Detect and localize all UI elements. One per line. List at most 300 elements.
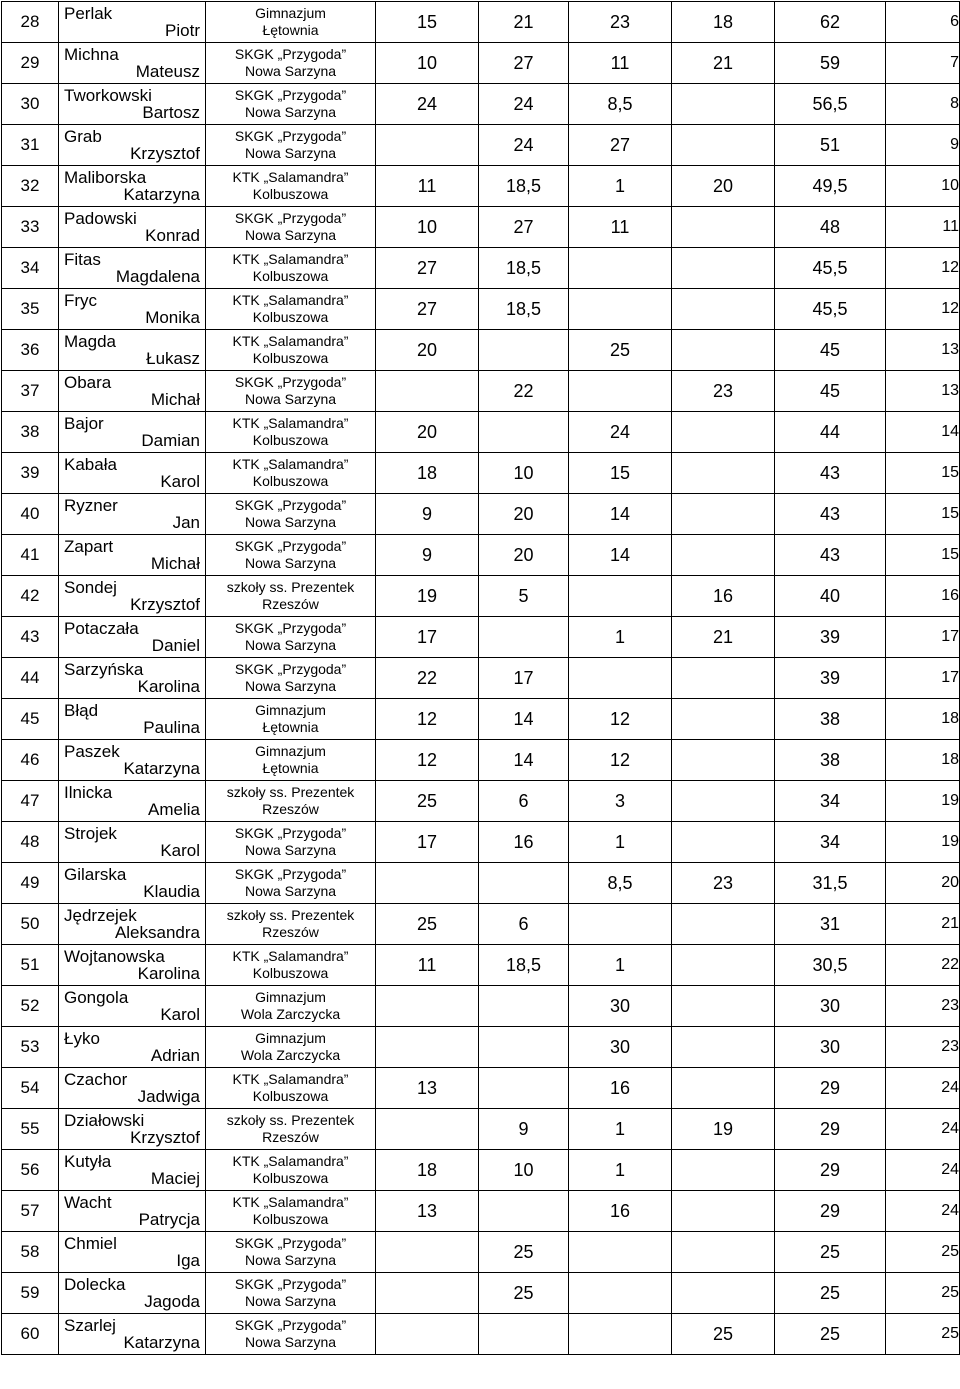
position-cell: 36 <box>2 330 59 371</box>
stage-2-score: 6 <box>479 904 569 945</box>
club-cell <box>206 617 376 658</box>
club-name: Gimnazjum <box>255 702 326 718</box>
surname: Wojtanowska <box>64 947 165 966</box>
table-row <box>2 453 960 494</box>
surname: Maliborska <box>64 168 147 187</box>
surname: Zapart <box>64 537 114 556</box>
club-name: KTK „Salamandra” <box>232 292 349 308</box>
first-name: Paulina <box>143 718 200 737</box>
table-row <box>2 1314 960 1355</box>
stage-4-score <box>672 330 775 371</box>
stage-4-score <box>672 453 775 494</box>
club-name: szkoły ss. Prezentek <box>226 1112 355 1128</box>
total-score: 49,5 <box>775 166 886 207</box>
name-cell <box>59 412 206 453</box>
first-name: Karolina <box>137 677 200 696</box>
name-cell <box>59 740 206 781</box>
place-cell: 13 <box>886 371 960 412</box>
club-cell <box>206 945 376 986</box>
table-row <box>2 166 960 207</box>
stage-3-score <box>569 904 672 945</box>
stage-2-score <box>479 986 569 1027</box>
club-cell <box>206 1027 376 1068</box>
place-cell: 22 <box>886 945 960 986</box>
results-body <box>2 2 960 1355</box>
stage-2-score: 5 <box>479 576 569 617</box>
surname: Ryzner <box>64 496 118 515</box>
stage-1-score: 18 <box>376 1150 479 1191</box>
stage-4-score <box>672 84 775 125</box>
surname: Bajor <box>64 414 104 433</box>
name-cell <box>59 986 206 1027</box>
position-cell: 47 <box>2 781 59 822</box>
stage-3-score <box>569 248 672 289</box>
stage-1-score: 24 <box>376 84 479 125</box>
club-town: Rzeszów <box>262 801 319 817</box>
club-cell <box>206 1191 376 1232</box>
table-row <box>2 535 960 576</box>
stage-3-score: 1 <box>569 1150 672 1191</box>
surname: Gilarska <box>64 865 127 884</box>
surname: Chmiel <box>64 1234 117 1253</box>
position-cell: 53 <box>2 1027 59 1068</box>
total-score: 30 <box>775 986 886 1027</box>
stage-3-score: 12 <box>569 740 672 781</box>
total-score: 31,5 <box>775 863 886 904</box>
club-town: Kolbuszowa <box>252 1170 329 1186</box>
club-name: Gimnazjum <box>255 989 326 1005</box>
place-cell: 12 <box>886 248 960 289</box>
club-name: szkoły ss. Prezentek <box>226 907 355 923</box>
stage-4-score <box>672 207 775 248</box>
club-cell <box>206 576 376 617</box>
club-town: Kolbuszowa <box>252 186 329 202</box>
total-score: 25 <box>775 1273 886 1314</box>
stage-4-score: 23 <box>672 863 775 904</box>
stage-4-score <box>672 1068 775 1109</box>
club-cell <box>206 2 376 43</box>
stage-1-score <box>376 125 479 166</box>
position-cell: 58 <box>2 1232 59 1273</box>
club-town: Nowa Sarzyna <box>244 1334 337 1350</box>
position-cell: 57 <box>2 1191 59 1232</box>
stage-1-score: 18 <box>376 453 479 494</box>
table-row <box>2 207 960 248</box>
first-name: Karol <box>160 841 200 860</box>
position-cell: 44 <box>2 658 59 699</box>
stage-2-score: 14 <box>479 740 569 781</box>
club-cell <box>206 125 376 166</box>
stage-3-score <box>569 371 672 412</box>
position-cell: 46 <box>2 740 59 781</box>
club-town: Łętownia <box>262 760 319 776</box>
club-town: Kolbuszowa <box>252 350 329 366</box>
stage-1-score: 27 <box>376 289 479 330</box>
stage-2-score: 20 <box>479 494 569 535</box>
stage-3-score: 23 <box>569 2 672 43</box>
total-score: 29 <box>775 1109 886 1150</box>
position-cell: 59 <box>2 1273 59 1314</box>
stage-2-score: 18,5 <box>479 248 569 289</box>
name-cell <box>59 945 206 986</box>
first-name: Iga <box>176 1251 200 1270</box>
name-cell <box>59 904 206 945</box>
name-cell <box>59 781 206 822</box>
surname: Czachor <box>64 1070 128 1089</box>
club-name: KTK „Salamandra” <box>232 948 349 964</box>
table-row <box>2 617 960 658</box>
table-row <box>2 248 960 289</box>
stage-3-score: 25 <box>569 330 672 371</box>
place-cell: 12 <box>886 289 960 330</box>
club-town: Rzeszów <box>262 1129 319 1145</box>
stage-2-score <box>479 1027 569 1068</box>
place-cell: 16 <box>886 576 960 617</box>
total-score: 34 <box>775 822 886 863</box>
name-cell <box>59 2 206 43</box>
stage-4-score <box>672 1273 775 1314</box>
club-town: Nowa Sarzyna <box>244 1252 337 1268</box>
first-name: Katarzyna <box>123 185 200 204</box>
stage-4-score: 20 <box>672 166 775 207</box>
club-name: Gimnazjum <box>255 5 326 21</box>
position-cell: 41 <box>2 535 59 576</box>
name-cell <box>59 494 206 535</box>
stage-3-score <box>569 1314 672 1355</box>
first-name: Amelia <box>148 800 200 819</box>
club-name: KTK „Salamandra” <box>232 1194 349 1210</box>
first-name: Magdalena <box>115 267 200 286</box>
surname: Błąd <box>64 701 99 720</box>
stage-4-score <box>672 535 775 576</box>
stage-3-score: 30 <box>569 1027 672 1068</box>
total-score: 45,5 <box>775 248 886 289</box>
position-cell: 56 <box>2 1150 59 1191</box>
stage-4-score <box>672 658 775 699</box>
first-name: Jadwiga <box>137 1087 200 1106</box>
club-town: Nowa Sarzyna <box>244 514 337 530</box>
stage-1-score <box>376 1273 479 1314</box>
club-town: Nowa Sarzyna <box>244 637 337 653</box>
surname: Fryc <box>64 291 98 310</box>
table-row <box>2 330 960 371</box>
club-name: SKGK „Przygoda” <box>234 538 347 554</box>
place-cell: 19 <box>886 781 960 822</box>
first-name: Bartosz <box>142 103 200 122</box>
surname: Magda <box>64 332 116 351</box>
table-row <box>2 125 960 166</box>
stage-2-score: 25 <box>479 1273 569 1314</box>
total-score: 56,5 <box>775 84 886 125</box>
total-score: 29 <box>775 1191 886 1232</box>
stage-4-score <box>672 1232 775 1273</box>
name-cell <box>59 371 206 412</box>
table-row <box>2 781 960 822</box>
first-name: Karol <box>160 1005 200 1024</box>
stage-1-score: 11 <box>376 166 479 207</box>
surname: Kutyła <box>64 1152 112 1171</box>
table-row <box>2 986 960 1027</box>
first-name: Łukasz <box>146 349 200 368</box>
position-cell: 33 <box>2 207 59 248</box>
position-cell: 30 <box>2 84 59 125</box>
total-score: 39 <box>775 658 886 699</box>
stage-3-score <box>569 1273 672 1314</box>
place-cell: 24 <box>886 1109 960 1150</box>
table-row <box>2 904 960 945</box>
place-cell: 23 <box>886 986 960 1027</box>
first-name: Katarzyna <box>123 1333 200 1352</box>
club-cell <box>206 494 376 535</box>
total-score: 29 <box>775 1150 886 1191</box>
place-cell: 9 <box>886 125 960 166</box>
total-score: 40 <box>775 576 886 617</box>
club-cell <box>206 699 376 740</box>
club-name: KTK „Salamandra” <box>232 1071 349 1087</box>
name-cell <box>59 1150 206 1191</box>
club-name: SKGK „Przygoda” <box>234 87 347 103</box>
stage-2-score: 27 <box>479 207 569 248</box>
stage-1-score: 27 <box>376 248 479 289</box>
place-cell: 14 <box>886 412 960 453</box>
position-cell: 40 <box>2 494 59 535</box>
stage-1-score: 17 <box>376 822 479 863</box>
surname: Kabała <box>64 455 117 474</box>
surname: Perlak <box>64 4 113 23</box>
name-cell <box>59 535 206 576</box>
stage-1-score: 9 <box>376 535 479 576</box>
club-name: SKGK „Przygoda” <box>234 128 347 144</box>
total-score: 43 <box>775 453 886 494</box>
club-town: Rzeszów <box>262 596 319 612</box>
position-cell: 45 <box>2 699 59 740</box>
first-name: Piotr <box>165 21 200 40</box>
club-cell <box>206 822 376 863</box>
club-cell <box>206 863 376 904</box>
place-cell: 7 <box>886 43 960 84</box>
surname: Grab <box>64 127 102 146</box>
first-name: Damian <box>141 431 200 450</box>
stage-3-score: 1 <box>569 617 672 658</box>
place-cell: 18 <box>886 740 960 781</box>
club-town: Nowa Sarzyna <box>244 63 337 79</box>
surname: Fitas <box>64 250 101 269</box>
club-name: SKGK „Przygoda” <box>234 210 347 226</box>
table-row <box>2 289 960 330</box>
total-score: 62 <box>775 2 886 43</box>
results-table <box>1 1 960 1355</box>
stage-1-score <box>376 1232 479 1273</box>
surname: Sarzyńska <box>64 660 144 679</box>
table-row <box>2 945 960 986</box>
club-cell <box>206 166 376 207</box>
stage-1-score <box>376 863 479 904</box>
club-name: KTK „Salamandra” <box>232 333 349 349</box>
club-name: SKGK „Przygoda” <box>234 620 347 636</box>
club-cell <box>206 330 376 371</box>
total-score: 29 <box>775 1068 886 1109</box>
club-town: Nowa Sarzyna <box>244 391 337 407</box>
name-cell <box>59 330 206 371</box>
total-score: 31 <box>775 904 886 945</box>
stage-2-score: 6 <box>479 781 569 822</box>
place-cell: 21 <box>886 904 960 945</box>
club-cell <box>206 1109 376 1150</box>
club-cell <box>206 248 376 289</box>
stage-4-score: 18 <box>672 2 775 43</box>
stage-4-score: 21 <box>672 617 775 658</box>
club-cell <box>206 1150 376 1191</box>
club-town: Nowa Sarzyna <box>244 227 337 243</box>
stage-1-score: 17 <box>376 617 479 658</box>
surname: Działowski <box>64 1111 145 1130</box>
stage-4-score <box>672 740 775 781</box>
name-cell <box>59 84 206 125</box>
stage-3-score: 14 <box>569 494 672 535</box>
club-cell <box>206 740 376 781</box>
stage-2-score: 20 <box>479 535 569 576</box>
table-row <box>2 1027 960 1068</box>
place-cell: 25 <box>886 1314 960 1355</box>
first-name: Konrad <box>145 226 200 245</box>
stage-4-score <box>672 125 775 166</box>
position-cell: 50 <box>2 904 59 945</box>
club-name: SKGK „Przygoda” <box>234 866 347 882</box>
table-row <box>2 43 960 84</box>
name-cell <box>59 576 206 617</box>
surname: Obara <box>64 373 112 392</box>
surname: Tworkowski <box>64 86 152 105</box>
table-row <box>2 412 960 453</box>
stage-3-score: 16 <box>569 1068 672 1109</box>
stage-3-score: 8,5 <box>569 84 672 125</box>
position-cell: 54 <box>2 1068 59 1109</box>
position-cell: 48 <box>2 822 59 863</box>
first-name: Aleksandra <box>114 923 200 942</box>
stage-4-score <box>672 822 775 863</box>
club-name: KTK „Salamandra” <box>232 415 349 431</box>
name-cell <box>59 43 206 84</box>
stage-2-score: 10 <box>479 1150 569 1191</box>
stage-4-score <box>672 494 775 535</box>
stage-4-score <box>672 781 775 822</box>
table-row <box>2 822 960 863</box>
club-cell <box>206 1314 376 1355</box>
stage-3-score: 24 <box>569 412 672 453</box>
total-score: 30 <box>775 1027 886 1068</box>
place-cell: 8 <box>886 84 960 125</box>
table-row <box>2 1191 960 1232</box>
first-name: Jagoda <box>144 1292 200 1311</box>
club-town: Kolbuszowa <box>252 473 329 489</box>
total-score: 45 <box>775 330 886 371</box>
table-row <box>2 740 960 781</box>
stage-1-score <box>376 1109 479 1150</box>
club-cell <box>206 84 376 125</box>
club-cell <box>206 371 376 412</box>
stage-3-score: 1 <box>569 945 672 986</box>
place-cell: 10 <box>886 166 960 207</box>
club-town: Wola Zarczycka <box>240 1006 341 1022</box>
stage-1-score: 20 <box>376 412 479 453</box>
stage-3-score: 3 <box>569 781 672 822</box>
stage-2-score: 16 <box>479 822 569 863</box>
table-row <box>2 1150 960 1191</box>
table-row <box>2 1273 960 1314</box>
name-cell <box>59 617 206 658</box>
table-row <box>2 1109 960 1150</box>
position-cell: 34 <box>2 248 59 289</box>
first-name: Krzysztof <box>130 144 200 163</box>
stage-2-score: 18,5 <box>479 166 569 207</box>
name-cell <box>59 1068 206 1109</box>
stage-2-score: 10 <box>479 453 569 494</box>
stage-4-score: 16 <box>672 576 775 617</box>
position-cell: 42 <box>2 576 59 617</box>
first-name: Karolina <box>137 964 200 983</box>
stage-2-score <box>479 863 569 904</box>
name-cell <box>59 453 206 494</box>
place-cell: 23 <box>886 1027 960 1068</box>
club-town: Nowa Sarzyna <box>244 883 337 899</box>
position-cell: 52 <box>2 986 59 1027</box>
place-cell: 20 <box>886 863 960 904</box>
stage-1-score <box>376 1027 479 1068</box>
first-name: Patrycja <box>138 1210 200 1229</box>
stage-2-score: 18,5 <box>479 289 569 330</box>
name-cell <box>59 289 206 330</box>
surname: Dolecka <box>64 1275 126 1294</box>
stage-1-score <box>376 1314 479 1355</box>
position-cell: 35 <box>2 289 59 330</box>
stage-3-score: 30 <box>569 986 672 1027</box>
club-cell <box>206 904 376 945</box>
place-cell: 15 <box>886 535 960 576</box>
club-town: Kolbuszowa <box>252 268 329 284</box>
surname: Padowski <box>64 209 137 228</box>
stage-4-score: 23 <box>672 371 775 412</box>
club-town: Kolbuszowa <box>252 1211 329 1227</box>
stage-3-score: 1 <box>569 166 672 207</box>
club-name: szkoły ss. Prezentek <box>226 784 355 800</box>
stage-2-score: 21 <box>479 2 569 43</box>
stage-4-score: 25 <box>672 1314 775 1355</box>
club-name: KTK „Salamandra” <box>232 251 349 267</box>
first-name: Michał <box>150 554 200 573</box>
name-cell <box>59 1191 206 1232</box>
stage-1-score: 9 <box>376 494 479 535</box>
surname: Strojek <box>64 824 117 843</box>
surname: Potaczała <box>64 619 139 638</box>
place-cell: 25 <box>886 1232 960 1273</box>
club-cell <box>206 535 376 576</box>
stage-2-score: 25 <box>479 1232 569 1273</box>
place-cell: 24 <box>886 1150 960 1191</box>
name-cell <box>59 1314 206 1355</box>
stage-4-score <box>672 986 775 1027</box>
stage-2-score <box>479 617 569 658</box>
total-score: 43 <box>775 535 886 576</box>
name-cell <box>59 1232 206 1273</box>
table-row <box>2 699 960 740</box>
club-name: SKGK „Przygoda” <box>234 661 347 677</box>
name-cell <box>59 248 206 289</box>
club-cell <box>206 412 376 453</box>
place-cell: 25 <box>886 1273 960 1314</box>
club-name: Gimnazjum <box>255 743 326 759</box>
stage-3-score: 1 <box>569 1109 672 1150</box>
stage-4-score <box>672 699 775 740</box>
